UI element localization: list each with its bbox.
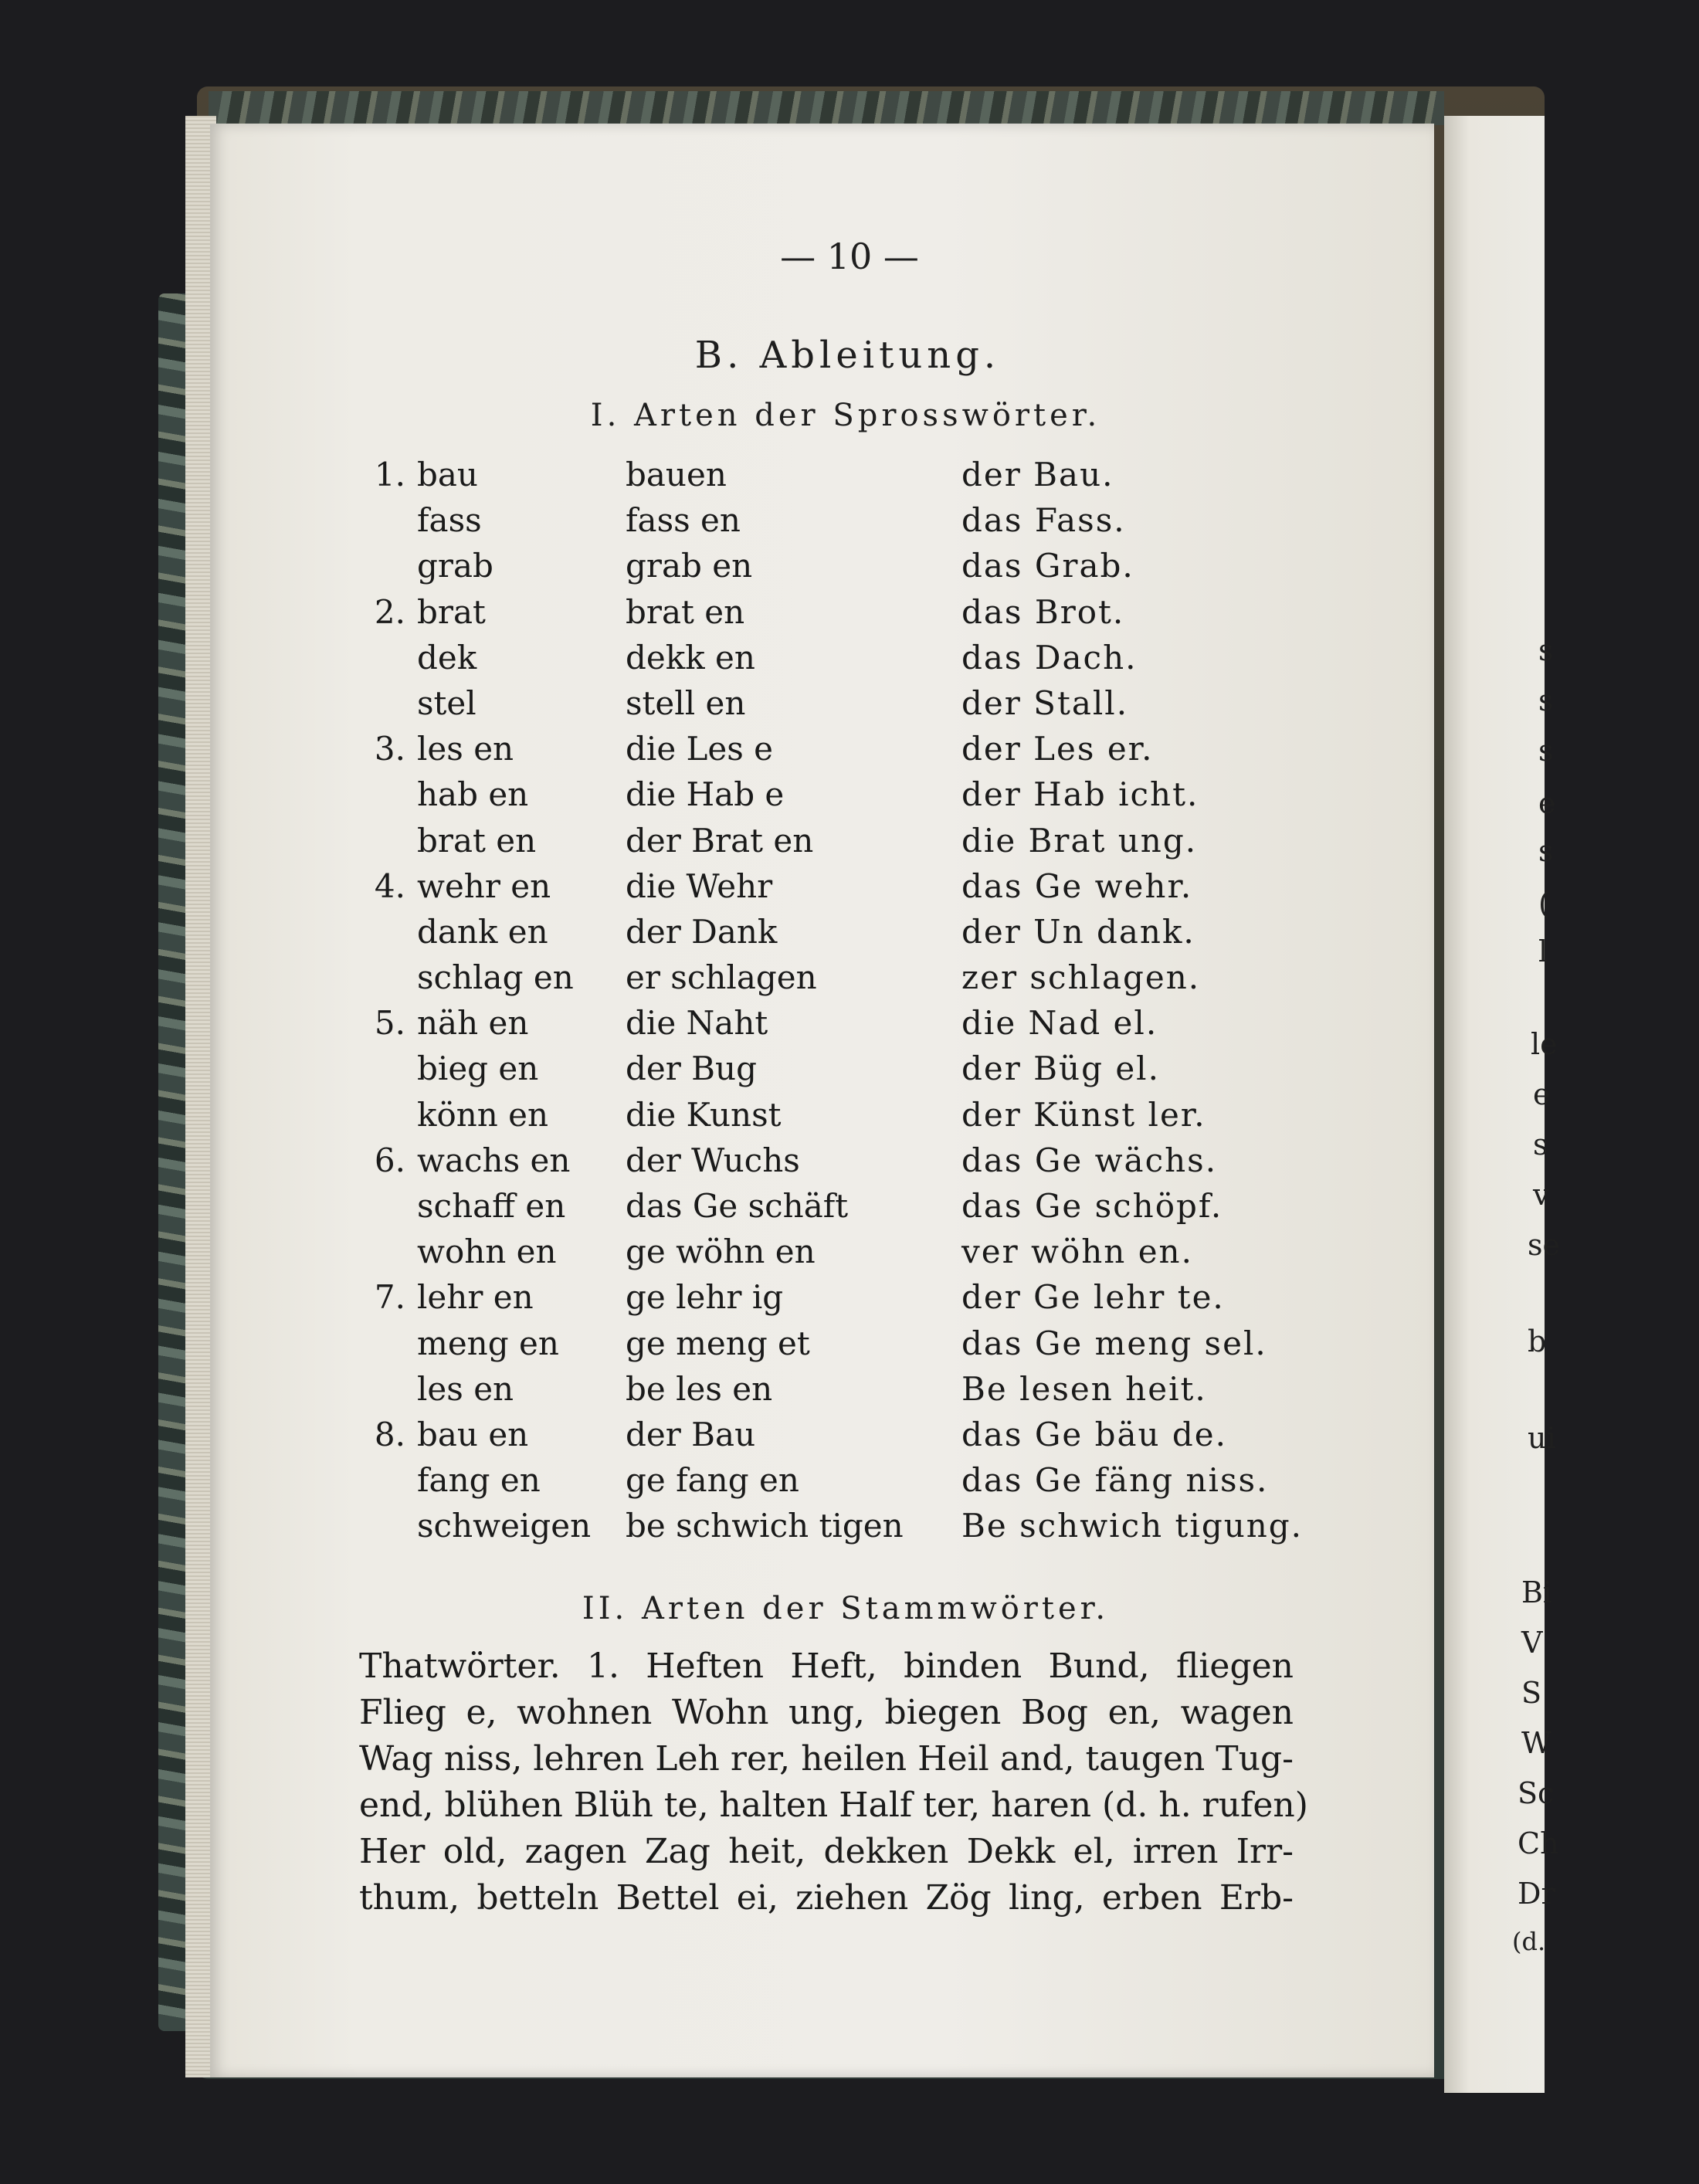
cell-stem: les en [417, 1369, 514, 1408]
facing-text-fragment: s [1538, 683, 1554, 717]
paragraph-line: Wag niss, lehren Leh rer, heilen Heil and, taugen Tug- [359, 1739, 1294, 1779]
cell-stem: brat [417, 592, 486, 631]
cell-derived: der Bau. [961, 456, 1114, 493]
cell-derived: das Grab. [961, 547, 1134, 585]
table-row [340, 501, 1344, 547]
row-number: 2. [374, 592, 405, 631]
cell-derived: das Ge meng sel. [961, 1324, 1267, 1362]
cell-stem: dank en [417, 912, 548, 951]
cell-stem: bieg en [417, 1050, 539, 1088]
table-row [340, 456, 1344, 501]
table-row [340, 1187, 1344, 1233]
cell-stem: les en [417, 730, 514, 768]
cell-stem: schaff en [417, 1187, 566, 1225]
cell-derived: der Ge lehr te. [961, 1278, 1225, 1317]
table-row [340, 593, 1344, 639]
cell-stem: hab en [417, 775, 529, 814]
cell-stem: fang en [417, 1461, 541, 1500]
cell-derived: das Ge bäu de. [961, 1415, 1228, 1453]
cell-derived: das Ge schöpf. [961, 1187, 1223, 1225]
facing-text-fragment: e [1533, 1077, 1551, 1111]
cell-word: brat en [626, 592, 745, 631]
cell-word: der Bau [626, 1415, 756, 1453]
facing-text-fragment: S [1521, 1676, 1542, 1710]
facing-text-fragment: s [1538, 633, 1554, 667]
table-row [340, 1233, 1344, 1278]
table-row [340, 1096, 1344, 1141]
cell-derived: die Brat ung. [961, 821, 1198, 860]
cell-stem: näh en [417, 1004, 529, 1043]
cell-derived: der Künst ler. [961, 1095, 1206, 1134]
table-row [340, 913, 1344, 958]
table-row [340, 1507, 1344, 1552]
table-row [340, 1141, 1344, 1187]
facing-text-fragment: (d. [1512, 1927, 1546, 1956]
cell-word: das Ge schäft [626, 1187, 849, 1225]
cell-stem: dek [417, 638, 477, 677]
facing-text-fragment: s [1533, 1128, 1548, 1162]
cell-derived: der Stall. [961, 683, 1129, 722]
subsection-title: II. Arten der Stammwörter. [582, 1591, 1110, 1626]
cell-derived: zer schlagen. [961, 958, 1201, 997]
row-number: 8. [374, 1415, 405, 1453]
cell-derived: die Nad el. [961, 1004, 1158, 1043]
cell-derived: der Büg el. [961, 1050, 1160, 1088]
cell-word: die Wehr [626, 866, 773, 905]
cell-stem: könn en [417, 1095, 549, 1134]
cell-word: bauen [626, 456, 727, 493]
row-number: 7. [374, 1278, 405, 1317]
table-row [340, 775, 1344, 821]
facing-text-fragment: Bi [1521, 1575, 1553, 1609]
row-number: 4. [374, 866, 405, 905]
table-row [340, 730, 1344, 775]
cell-derived: der Un dank. [961, 912, 1195, 951]
subsection-title: I. Arten der Sprosswörter. [590, 398, 1101, 433]
facing-text-fragment: Ch [1518, 1826, 1559, 1860]
marbled-edge-top [209, 91, 1444, 125]
facing-text-fragment: v [1533, 1178, 1550, 1212]
table-row [340, 1370, 1344, 1416]
facing-text-fragment: e [1538, 786, 1556, 820]
row-number: 3. [374, 730, 405, 768]
body-paragraph [359, 1643, 1308, 1921]
cell-word: ge fang en [626, 1461, 799, 1500]
cell-derived: das Ge fäng niss. [961, 1461, 1269, 1500]
cell-stem: wachs en [417, 1141, 571, 1179]
row-number: 6. [374, 1141, 405, 1179]
facing-text-fragment: ( [1538, 887, 1550, 921]
cell-word: der Wuchs [626, 1141, 800, 1179]
cell-derived: das Ge wächs. [961, 1141, 1218, 1179]
cell-derived: das Dach. [961, 638, 1138, 677]
cell-word: fass en [626, 501, 741, 540]
table-row [340, 958, 1344, 1004]
facing-text-fragment: ui [1528, 1421, 1556, 1455]
cell-word: die Les e [626, 730, 774, 768]
cell-word: der Brat en [626, 821, 814, 860]
cell-word: grab en [626, 547, 753, 585]
cell-derived: der Les er. [961, 730, 1154, 768]
cell-derived: das Fass. [961, 501, 1126, 540]
facing-text-fragment: Sc [1518, 1776, 1555, 1810]
cell-word: der Bug [626, 1050, 757, 1088]
cell-word: die Hab e [626, 775, 785, 814]
page-number: — 10 — [780, 236, 919, 277]
paragraph-line: thum, betteln Bettel ei, ziehen Zög ling, erben Erb- [359, 1878, 1294, 1918]
table-row [340, 1004, 1344, 1050]
paragraph-line: Her old, zagen Zag heit, dekken Dekk el, irren Irr- [359, 1832, 1294, 1871]
cell-stem: stel [417, 683, 476, 722]
cell-derived: ver wöhn en. [961, 1233, 1193, 1271]
cell-derived: der Hab icht. [961, 775, 1199, 814]
facing-text-fragment: le [1531, 1027, 1558, 1061]
cell-word: be les en [626, 1369, 773, 1408]
table-row [340, 822, 1344, 867]
cell-word: der Dank [626, 912, 778, 951]
cell-stem: lehr en [417, 1278, 534, 1317]
cell-stem: fass [417, 501, 482, 540]
cell-word: ge lehr ig [626, 1278, 784, 1317]
cell-word: dekk en [626, 638, 755, 677]
cell-stem: bau en [417, 1415, 529, 1453]
cell-stem: brat en [417, 821, 537, 860]
facing-text-fragment: s [1538, 834, 1554, 868]
facing-text-fragment: W [1521, 1726, 1552, 1760]
cell-derived: das Ge wehr. [961, 866, 1193, 905]
cell-derived: Be lesen heit. [961, 1369, 1207, 1408]
cell-stem: wohn en [417, 1233, 557, 1271]
paragraph-line: Flieg e, wohnen Wohn ung, biegen Bog en, wagen [359, 1693, 1294, 1732]
facing-text-fragment: b [1528, 1324, 1547, 1358]
facing-text-fragment: l [1538, 934, 1548, 968]
paragraph-line: end, blühen Blüh te, halten Half ter, haren (d. h. rufen) [359, 1786, 1308, 1825]
cell-stem: schlag en [417, 958, 574, 997]
table-row [340, 867, 1344, 913]
table-row [340, 684, 1344, 730]
cell-word: ge wöhn en [626, 1233, 816, 1271]
cell-stem: meng en [417, 1324, 559, 1362]
cell-word: be schwich tigen [626, 1507, 904, 1545]
row-number: 1. [374, 456, 405, 493]
paragraph-line: Thatwörter. 1. Heften Heft, binden Bund, fliegen [359, 1646, 1294, 1686]
cell-stem: bau [417, 456, 478, 493]
section-title: B. Ableitung. [694, 334, 1001, 377]
table-row [340, 1278, 1344, 1324]
table-row [340, 1050, 1344, 1095]
cell-word: die Kunst [626, 1095, 782, 1134]
table-row [340, 1461, 1344, 1507]
facing-text-fragment: s [1538, 734, 1554, 768]
cell-word: stell en [626, 683, 746, 722]
row-number: 5. [374, 1004, 405, 1043]
facing-text-fragment: V [1521, 1626, 1543, 1660]
table-row [340, 639, 1344, 684]
cell-word: die Naht [626, 1004, 768, 1043]
facing-text-fragment: Dr [1518, 1877, 1555, 1911]
cell-stem: schweigen [417, 1507, 592, 1545]
cell-derived: das Brot. [961, 592, 1125, 631]
cell-word: ge meng et [626, 1324, 810, 1362]
derivation-table [340, 456, 1344, 1553]
cell-stem: grab [417, 547, 493, 585]
table-row [340, 1324, 1344, 1370]
table-row [340, 547, 1344, 592]
facing-text-fragment: se [1528, 1228, 1560, 1262]
cell-derived: Be schwich tigung. [961, 1507, 1304, 1545]
cell-stem: wehr en [417, 866, 551, 905]
table-row [340, 1416, 1344, 1461]
cell-word: er schlagen [626, 958, 817, 997]
